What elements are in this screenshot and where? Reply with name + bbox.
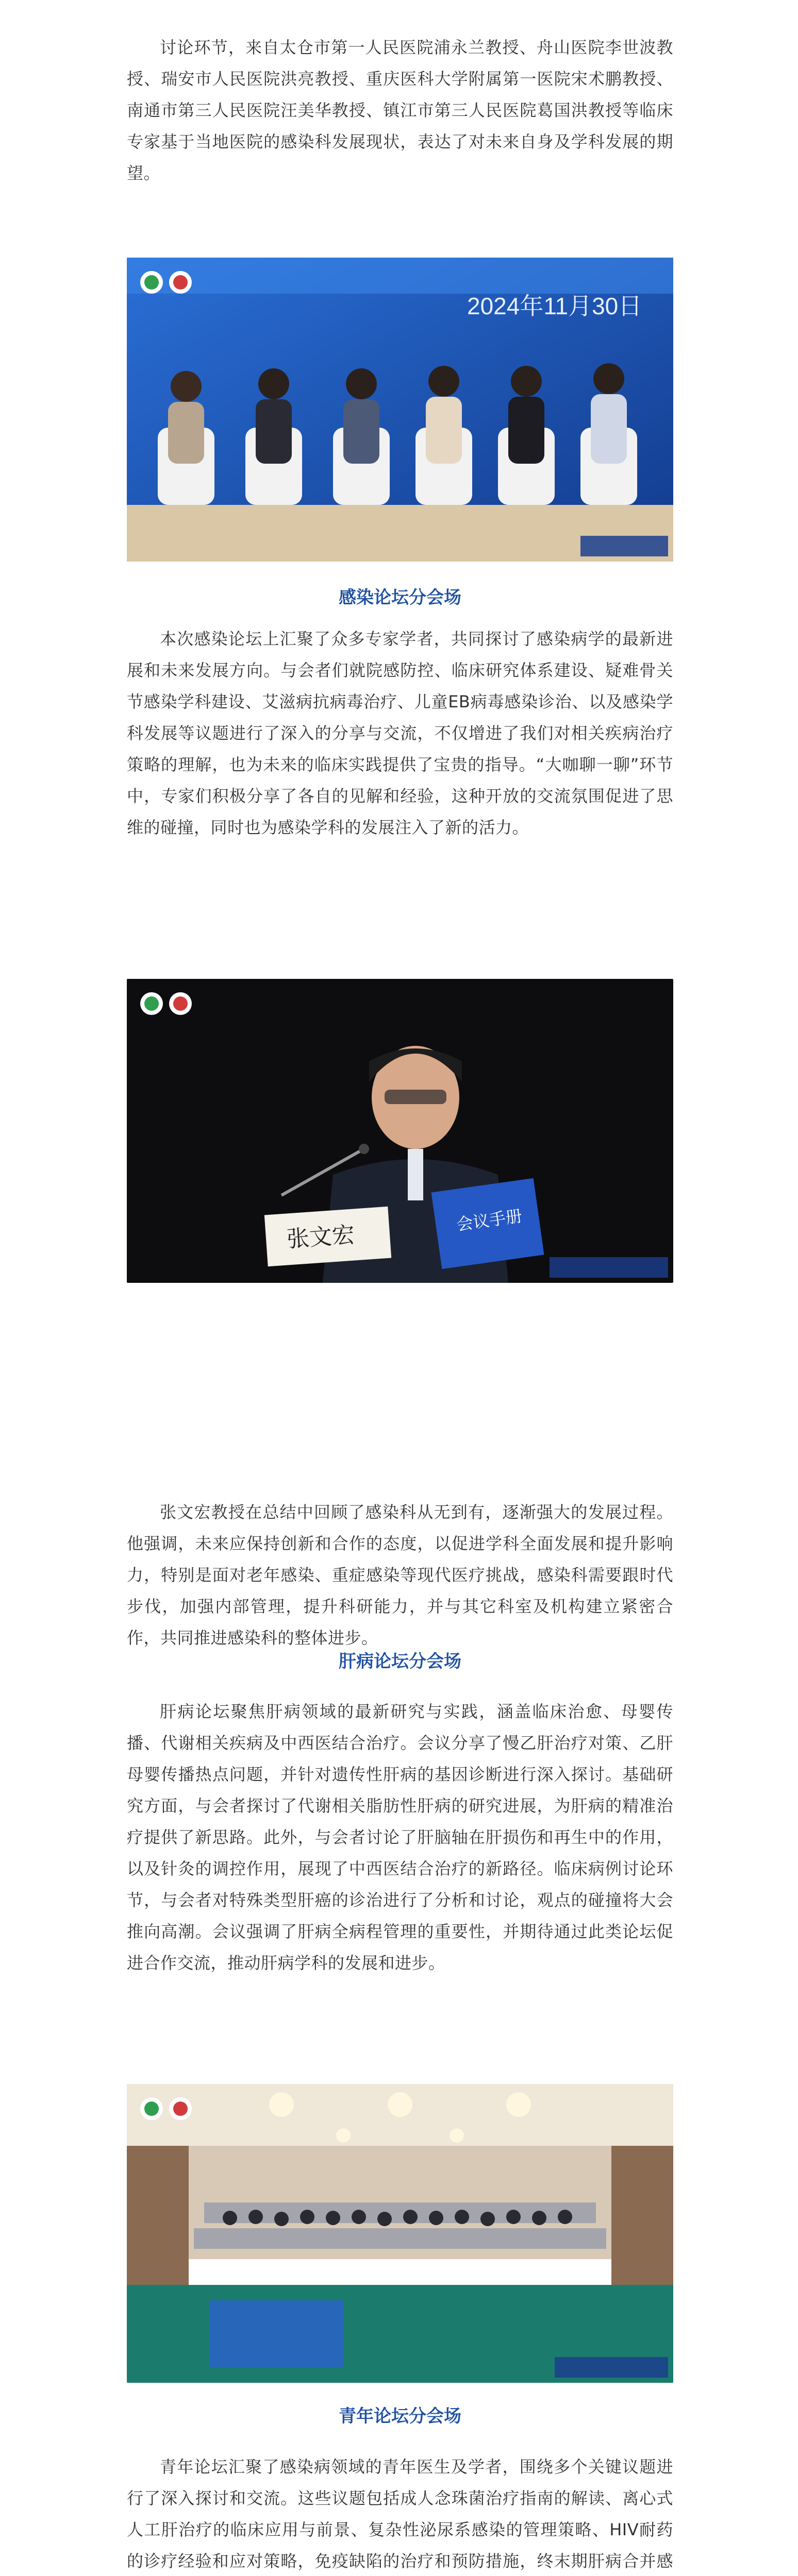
photo-liver-forum-group xyxy=(127,2084,673,2383)
speaker-image xyxy=(127,979,673,1283)
nameplate-text: 张文宏 xyxy=(286,1222,356,1252)
brochure-label: 会议手册 xyxy=(455,1206,524,1234)
heading-infection-forum: 感染论坛分会场 xyxy=(339,587,461,608)
photo-panel-discussion xyxy=(127,258,673,562)
paragraph-youth-forum: 青年论坛汇聚了感染病领域的青年医生及学者，围绕多个关键议题进行了深入探讨和交流。这些议题包括成人念珠菌治疗指南的解读、离心式人工肝治疗的临床应用与前景、复杂性泌尿系感染的管理策略、HIV耐药的诊疗经验和应对策略，免疫缺陷的治疗和预防措施，终末期肝病合并感 xyxy=(127,2457,673,2571)
liver-forum-group-image xyxy=(127,2084,673,2383)
paragraph-infection-forum: 本次感染论坛上汇聚了众多专家学者，共同探讨了感染病学的最新进展和未来发展方向。与会者们就院感防控、临床研究体系建设、疑难骨关节感染学科建设、艾滋病抗病毒治疗、儿童EB病毒感染诊治、以及感染学科发展等议题进行了深入的分享与交流，不仅增进了我们对相关疾病治疗策略的理解，也为未来的临床实践提供了宝贵的指导。“大咖聊一聊”环节中，专家们积极分享了各自的见解和经验，这种开放的交流氛围促进了思维的碰撞，同时也为感染学科的发展注入了新的活力。 xyxy=(127,629,673,837)
heading-liver-forum: 肝病论坛分会场 xyxy=(339,1651,461,1672)
paragraph-discussion: 讨论环节，来自太仓市第一人民医院浦永兰教授、舟山医院李世波教授、瑞安市人民医院洪亮教授、重庆医科大学附属第一医院宋术鹏教授、南通市第三人民医院汪美华教授、镇江市第三人民医院葛国洪教授等临床专家基于当地医院的感染科发展现状，表达了对未来自身及学科发展的期望。 xyxy=(127,38,673,183)
paragraph-summary-zhang: 张文宏教授在总结中回顾了感染科从无到有，逐渐强大的发展过程。他强调，未来应保持创新和合作的态度，以促进学科全面发展和提升影响力，特别是面对老年感染、重症感染等现代医疗挑战，感染科需要跟时代步伐，加强内部管理，提升科研能力，并与其它科室及机构建立紧密合作，共同推进感染科的整体进步。 xyxy=(127,1502,673,1648)
date-banner-text: 2024年11月30日 xyxy=(467,293,642,319)
heading-youth-forum: 青年论坛分会场 xyxy=(339,2406,461,2427)
panel-discussion-image xyxy=(127,258,673,562)
photo-speaker xyxy=(127,979,673,1283)
paragraph-liver-forum: 肝病论坛聚焦肝病领域的最新研究与实践，涵盖临床治愈、母婴传播、代谢相关疾病及中西医结合治疗。会议分享了慢乙肝治疗对策、乙肝母婴传播热点问题，并针对遗传性肝病的基因诊断进行深入探讨。基础研究方面，与会者探讨了代谢相关脂肪性肝病的研究进展，为肝病的精准治疗提供了新思路。此外，与会者讨论了肝脑轴在肝损伤和再生中的作用，以及针灸的调控作用，展现了中西医结合治疗的新路径。临床病例讨论环节，与会者对特殊类型肝癌的诊治进行了分析和讨论，观点的碰撞将大会推向高潮。会议强调了肝病全病程管理的重要性，并期待通过此类论坛促进合作交流，推动肝病学科的发展和进步。 xyxy=(127,1702,673,1973)
